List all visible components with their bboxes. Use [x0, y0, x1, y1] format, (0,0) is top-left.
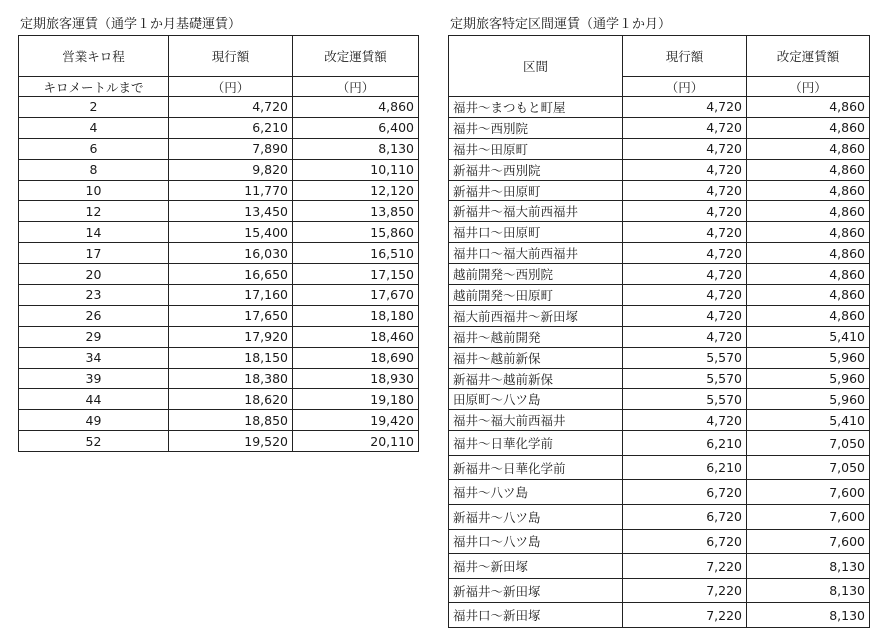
section-cell: 福井口～八ツ島	[449, 529, 623, 554]
section-cell: 新福井～越前新保	[449, 368, 623, 389]
revised-fare-cell: 7,050	[747, 455, 870, 480]
current-fare-cell: 4,720	[623, 180, 747, 201]
current-fare-cell: 4,720	[623, 201, 747, 222]
current-fare-cell: 4,720	[623, 117, 747, 138]
current-fare-cell: 4,720	[623, 243, 747, 264]
distance-header: 営業キロ程	[19, 36, 169, 77]
distance-cell: 14	[19, 222, 169, 243]
revised-header: 改定運賃額	[747, 36, 870, 77]
current-fare-cell: 7,220	[623, 603, 747, 628]
revised-unit: （円）	[747, 77, 870, 97]
distance-cell: 4	[19, 117, 169, 138]
table-row	[449, 529, 870, 554]
distance-cell: 10	[19, 180, 169, 201]
section-cell: 福井～まつもと町屋	[449, 97, 623, 118]
revised-fare-cell: 17,150	[293, 264, 419, 285]
current-fare-cell: 19,520	[169, 431, 293, 452]
revised-fare-cell: 16,510	[293, 243, 419, 264]
section-cell: 福井口～新田塚	[449, 603, 623, 628]
revised-fare-cell: 8,130	[747, 578, 870, 603]
current-fare-cell: 7,220	[623, 554, 747, 579]
revised-fare-cell: 4,860	[747, 180, 870, 201]
distance-cell: 20	[19, 264, 169, 285]
current-fare-cell: 15,400	[169, 222, 293, 243]
current-fare-cell: 4,720	[623, 305, 747, 326]
table-row	[19, 326, 419, 347]
distance-cell: 52	[19, 431, 169, 452]
table-row	[449, 97, 870, 118]
distance-cell: 29	[19, 326, 169, 347]
table-row	[19, 389, 419, 410]
table-row	[19, 285, 419, 306]
section-cell: 新福井～新田塚	[449, 578, 623, 603]
distance-cell: 12	[19, 201, 169, 222]
section-cell: 新福井～西別院	[449, 159, 623, 180]
current-fare-cell: 17,160	[169, 285, 293, 306]
revised-fare-cell: 7,600	[747, 505, 870, 530]
table-row	[449, 222, 870, 243]
revised-fare-cell: 7,050	[747, 431, 870, 456]
table-row	[19, 347, 419, 368]
table-row	[19, 201, 419, 222]
section-cell: 越前開発～西別院	[449, 264, 623, 285]
current-fare-cell: 4,720	[623, 264, 747, 285]
table-row	[449, 180, 870, 201]
distance-cell: 23	[19, 285, 169, 306]
revised-fare-cell: 4,860	[747, 222, 870, 243]
table-row	[19, 222, 419, 243]
revised-fare-cell: 4,860	[747, 305, 870, 326]
current-fare-cell: 6,210	[623, 455, 747, 480]
current-fare-cell: 6,210	[169, 117, 293, 138]
current-fare-cell: 4,720	[623, 138, 747, 159]
section-cell: 福井～八ツ島	[449, 480, 623, 505]
current-fare-cell: 6,720	[623, 480, 747, 505]
revised-fare-cell: 8,130	[293, 138, 419, 159]
distance-cell: 8	[19, 159, 169, 180]
current-fare-cell: 5,570	[623, 347, 747, 368]
revised-fare-cell: 10,110	[293, 159, 419, 180]
section-header: 区間	[449, 36, 623, 97]
table-row	[449, 554, 870, 579]
section-cell: 福井～福大前西福井	[449, 410, 623, 431]
section-cell: 福井～新田塚	[449, 554, 623, 579]
table-row	[449, 603, 870, 628]
current-fare-cell: 7,220	[623, 578, 747, 603]
revised-fare-cell: 4,860	[747, 138, 870, 159]
current-fare-cell: 4,720	[623, 326, 747, 347]
section-fare-table	[448, 35, 870, 628]
distance-cell: 49	[19, 410, 169, 431]
revised-fare-cell: 18,180	[293, 305, 419, 326]
table-row	[19, 159, 419, 180]
revised-fare-cell: 6,400	[293, 117, 419, 138]
table-row	[449, 347, 870, 368]
revised-fare-cell: 4,860	[293, 97, 419, 118]
section-cell: 福井口～田原町	[449, 222, 623, 243]
current-fare-cell: 4,720	[169, 97, 293, 118]
revised-fare-cell: 5,960	[747, 389, 870, 410]
current-fare-cell: 5,570	[623, 368, 747, 389]
distance-cell: 44	[19, 389, 169, 410]
table-row	[449, 117, 870, 138]
current-fare-cell: 9,820	[169, 159, 293, 180]
current-header: 現行額	[623, 36, 747, 77]
current-fare-cell: 4,720	[623, 159, 747, 180]
distance-cell: 17	[19, 243, 169, 264]
revised-fare-cell: 4,860	[747, 243, 870, 264]
current-fare-cell: 17,650	[169, 305, 293, 326]
revised-fare-cell: 4,860	[747, 159, 870, 180]
distance-cell: 2	[19, 97, 169, 118]
revised-fare-cell: 18,690	[293, 347, 419, 368]
section-cell: 新福井～福大前西福井	[449, 201, 623, 222]
revised-fare-cell: 18,930	[293, 368, 419, 389]
table-row	[449, 285, 870, 306]
table-row	[449, 159, 870, 180]
table-row	[449, 243, 870, 264]
current-fare-cell: 13,450	[169, 201, 293, 222]
table-row	[19, 264, 419, 285]
current-fare-cell: 6,720	[623, 505, 747, 530]
revised-header: 改定運賃額	[293, 36, 419, 77]
table-row	[449, 201, 870, 222]
current-fare-cell: 6,210	[623, 431, 747, 456]
basic-fare-table	[18, 35, 419, 452]
distance-cell: 34	[19, 347, 169, 368]
section-cell: 福井～田原町	[449, 138, 623, 159]
revised-fare-cell: 15,860	[293, 222, 419, 243]
right-table-title: 定期旅客特定区間運賃（通学１か月）	[450, 17, 672, 32]
current-fare-cell: 6,720	[623, 529, 747, 554]
table-row	[449, 389, 870, 410]
revised-fare-cell: 17,670	[293, 285, 419, 306]
section-cell: 新福井～日華化学前	[449, 455, 623, 480]
table-row	[19, 180, 419, 201]
table-row	[449, 264, 870, 285]
revised-fare-cell: 4,860	[747, 97, 870, 118]
revised-fare-cell: 12,120	[293, 180, 419, 201]
section-cell: 福井口～福大前西福井	[449, 243, 623, 264]
table-row	[19, 305, 419, 326]
table-row	[449, 578, 870, 603]
current-fare-cell: 16,030	[169, 243, 293, 264]
table-row	[19, 431, 419, 452]
left-table-title: 定期旅客運賃（通学１か月基礎運賃）	[20, 17, 242, 32]
revised-fare-cell: 8,130	[747, 554, 870, 579]
table-row	[449, 505, 870, 530]
current-fare-cell: 18,150	[169, 347, 293, 368]
current-fare-cell: 4,720	[623, 222, 747, 243]
distance-unit: キロメートルまで	[19, 77, 169, 97]
current-fare-cell: 18,620	[169, 389, 293, 410]
revised-fare-cell: 7,600	[747, 480, 870, 505]
table-row	[449, 138, 870, 159]
table-row	[449, 305, 870, 326]
revised-fare-cell: 8,130	[747, 603, 870, 628]
current-header: 現行額	[169, 36, 293, 77]
section-cell: 田原町～八ツ島	[449, 389, 623, 410]
current-fare-cell: 4,720	[623, 97, 747, 118]
section-cell: 新福井～八ツ島	[449, 505, 623, 530]
section-cell: 福井～西別院	[449, 117, 623, 138]
revised-fare-cell: 4,860	[747, 117, 870, 138]
table-row	[449, 431, 870, 456]
current-fare-cell: 7,890	[169, 138, 293, 159]
table-row	[19, 243, 419, 264]
section-cell: 越前開発～田原町	[449, 285, 623, 306]
section-cell: 新福井～田原町	[449, 180, 623, 201]
current-unit: （円）	[169, 77, 293, 97]
revised-fare-cell: 4,860	[747, 285, 870, 306]
table-row	[449, 455, 870, 480]
table-row	[449, 480, 870, 505]
table-row	[19, 117, 419, 138]
section-cell: 福大前西福井～新田塚	[449, 305, 623, 326]
distance-cell: 39	[19, 368, 169, 389]
revised-fare-cell: 13,850	[293, 201, 419, 222]
current-fare-cell: 18,380	[169, 368, 293, 389]
table-row	[19, 368, 419, 389]
section-cell: 福井～越前開発	[449, 326, 623, 347]
revised-fare-cell: 18,460	[293, 326, 419, 347]
table-row	[449, 368, 870, 389]
current-fare-cell: 5,570	[623, 389, 747, 410]
current-fare-cell: 18,850	[169, 410, 293, 431]
section-cell: 福井～越前新保	[449, 347, 623, 368]
revised-unit: （円）	[293, 77, 419, 97]
current-unit: （円）	[623, 77, 747, 97]
revised-fare-cell: 5,410	[747, 410, 870, 431]
table-row	[19, 97, 419, 118]
distance-cell: 6	[19, 138, 169, 159]
current-fare-cell: 17,920	[169, 326, 293, 347]
current-fare-cell: 4,720	[623, 285, 747, 306]
revised-fare-cell: 4,860	[747, 264, 870, 285]
revised-fare-cell: 19,180	[293, 389, 419, 410]
current-fare-cell: 16,650	[169, 264, 293, 285]
revised-fare-cell: 20,110	[293, 431, 419, 452]
section-cell: 福井～日華化学前	[449, 431, 623, 456]
revised-fare-cell: 7,600	[747, 529, 870, 554]
current-fare-cell: 11,770	[169, 180, 293, 201]
revised-fare-cell: 5,410	[747, 326, 870, 347]
revised-fare-cell: 5,960	[747, 347, 870, 368]
revised-fare-cell: 19,420	[293, 410, 419, 431]
revised-fare-cell: 4,860	[747, 201, 870, 222]
table-row	[19, 410, 419, 431]
current-fare-cell: 4,720	[623, 410, 747, 431]
table-row	[449, 326, 870, 347]
revised-fare-cell: 5,960	[747, 368, 870, 389]
table-row	[449, 410, 870, 431]
distance-cell: 26	[19, 305, 169, 326]
table-row	[19, 138, 419, 159]
